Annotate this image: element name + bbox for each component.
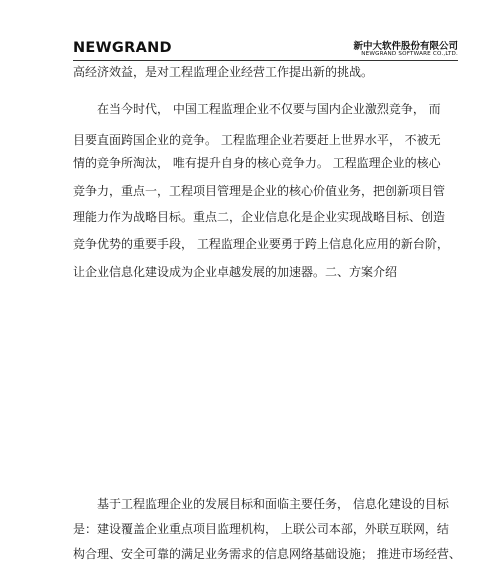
header-divider	[73, 60, 458, 61]
page-header	[73, 38, 458, 60]
text-line: 让企业信息化建设成为企业卓越发展的加速器。二、方案介绍	[73, 265, 398, 279]
text-line: 竞争优势的重要手段， 工程监理企业要勇于跨上信息化应用的新台阶，	[73, 237, 449, 251]
text-line: 构合理、安全可靠的满足业务需求的信息网络基础设施； 推进市场经营、	[73, 547, 461, 561]
text-line: 基于工程监理企业的发展目标和面临主要任务， 信息化建设的目标	[73, 497, 449, 511]
company-name-en: NEWGRAND SOFTWARE CO.,LTD.	[361, 51, 458, 57]
text-line: 理能力作为战略目标。重点二，企业信息化是企业实现战略目标、创造	[73, 210, 446, 224]
text-line: 在当今时代， 中国工程监理企业不仅要与国内企业激烈竞争， 而	[73, 102, 441, 116]
text-line: 竞争力，重点一，工程项目管理是企业的核心价值业务，把创新项目管	[73, 184, 446, 198]
text-line: 高经济效益，是对工程监理企业经营工作提出新的挑战。	[73, 65, 374, 79]
company-name-cn: 新中大软件股份有限公司	[353, 41, 458, 52]
text-line: 目要直面跨国企业的竞争。 工程监理企业若要赶上世界水平， 不被无	[73, 133, 441, 147]
text-line: 是：建设覆盖企业重点项目监理机构， 上联公司本部，外联互联网，结	[73, 522, 449, 536]
company-logo: NEWGRAND	[73, 40, 172, 56]
text-line: 情的竞争所淘汰， 唯有提升自身的核心竞争力。 工程监理企业的核心	[73, 156, 441, 170]
